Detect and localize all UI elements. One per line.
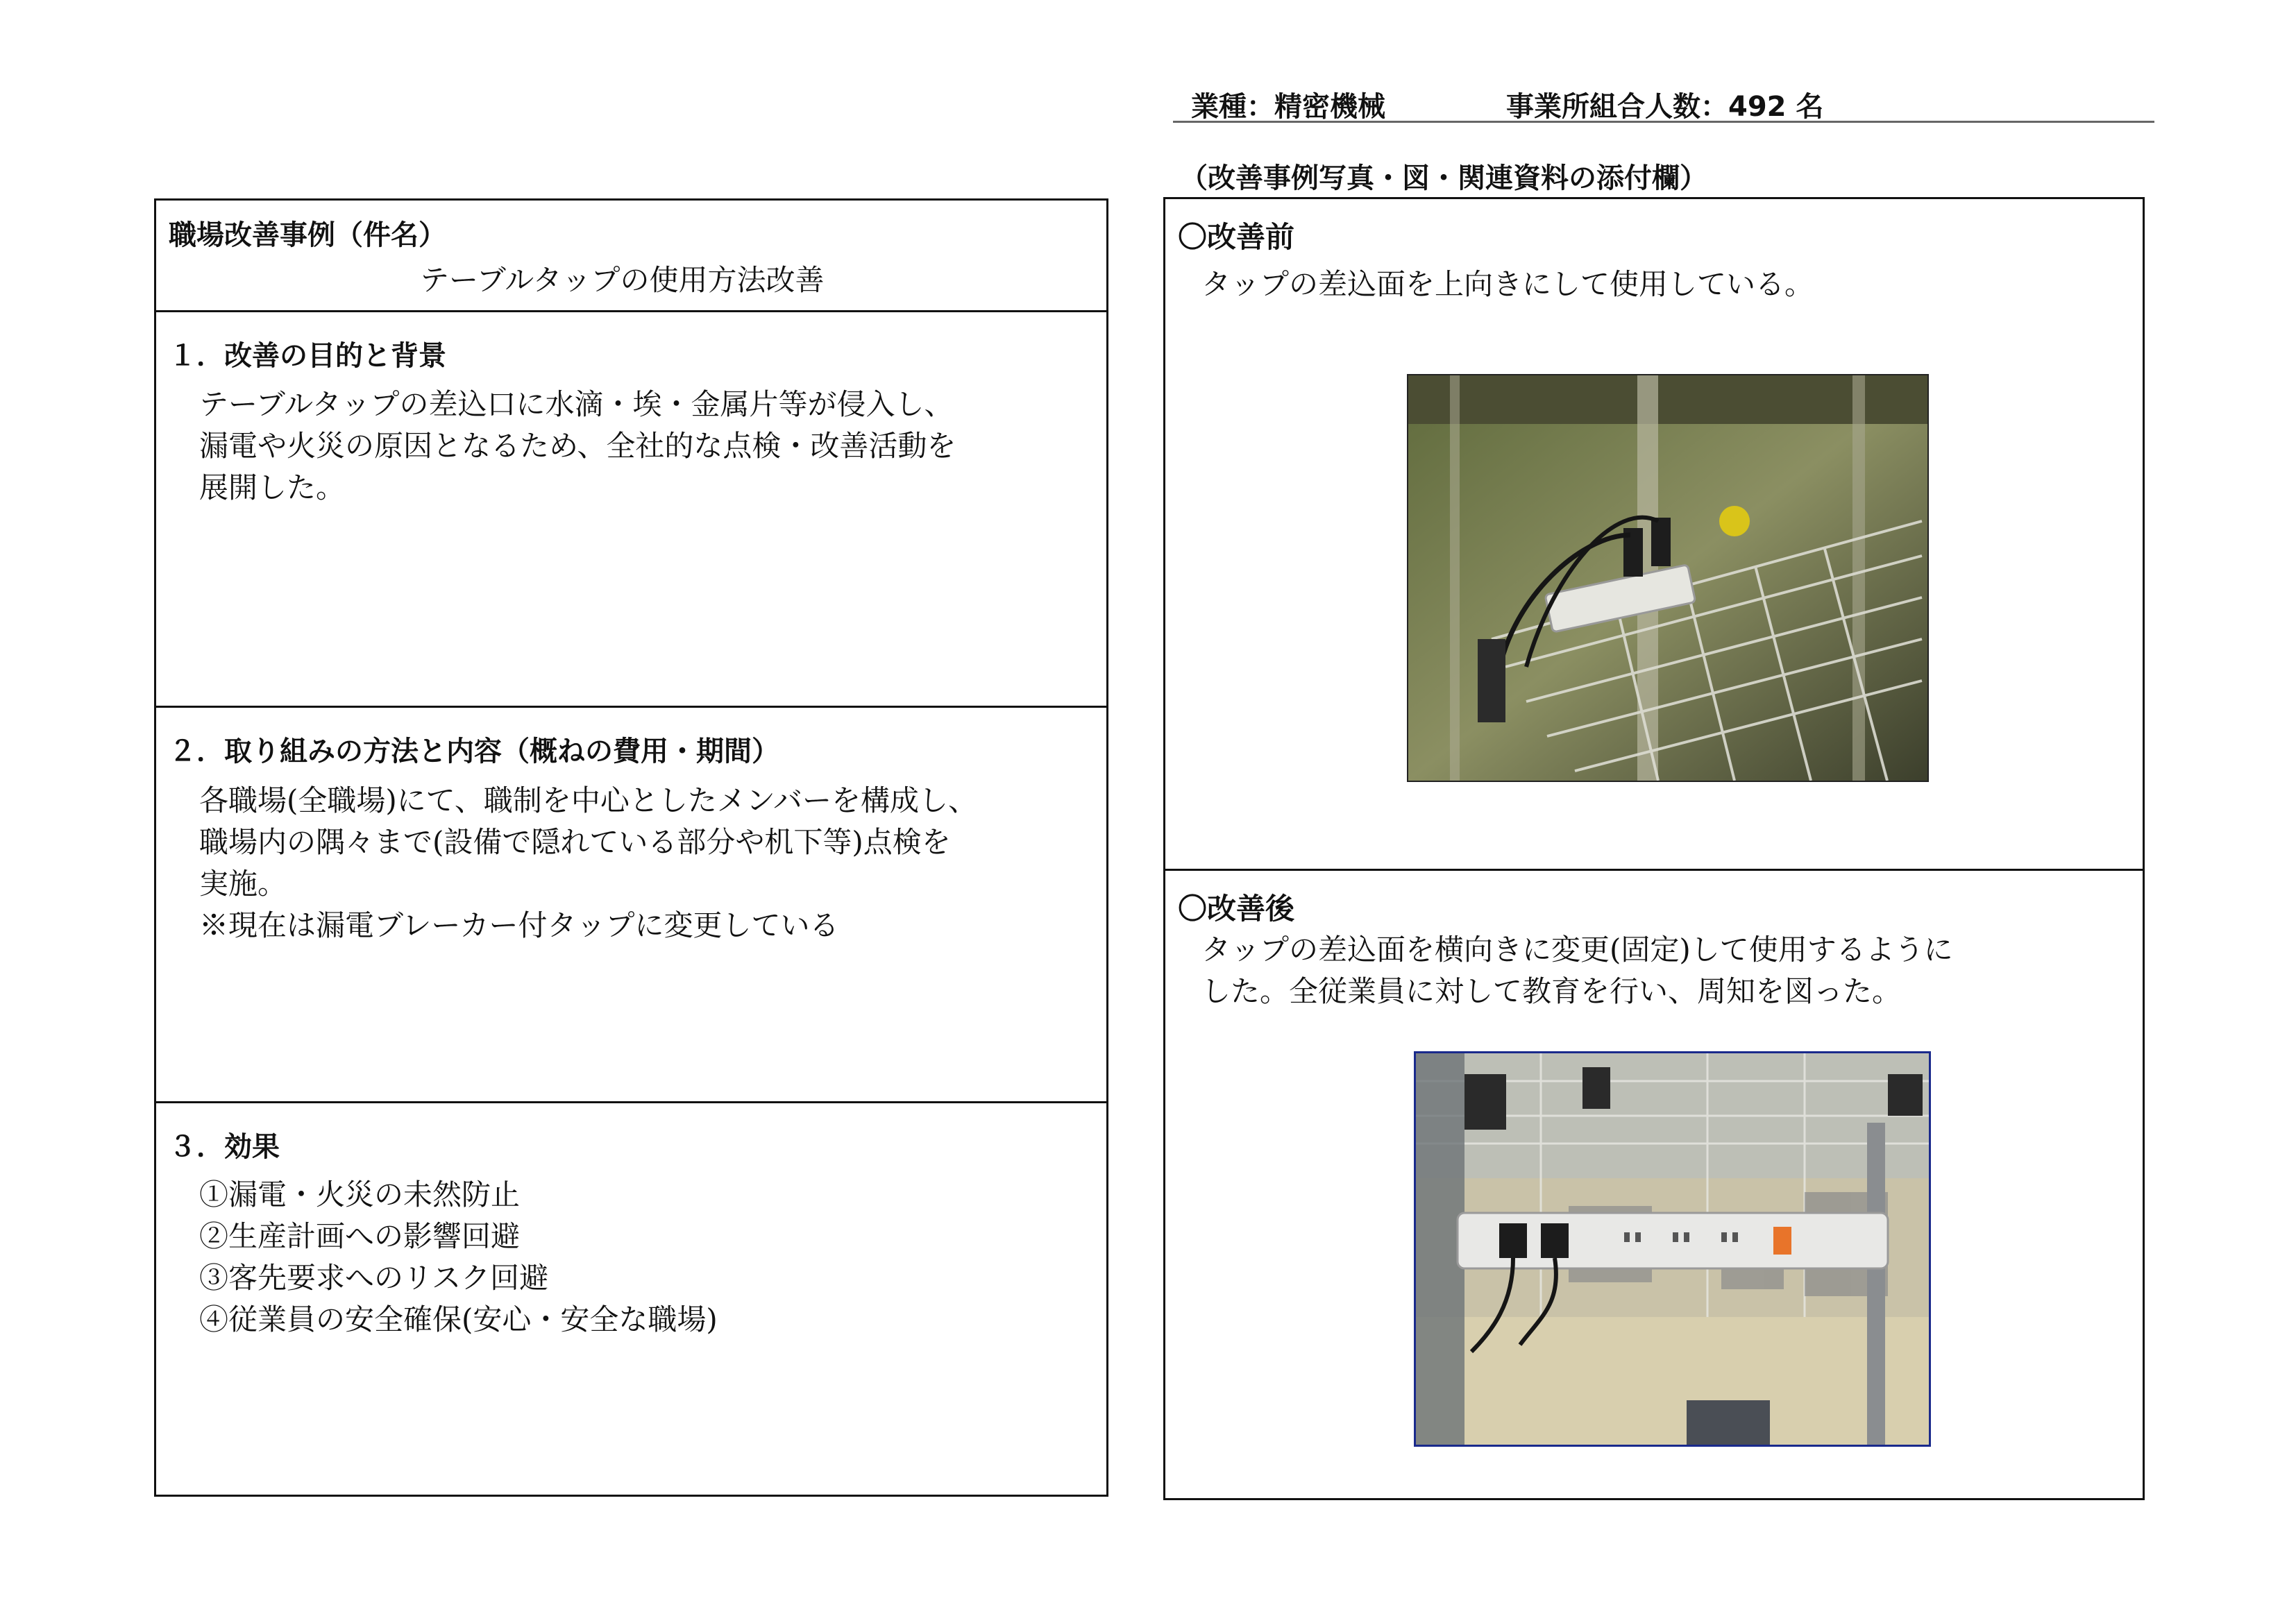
body-line: ※現在は漏電ブレーカー付タップに変更している (199, 908, 839, 942)
before-photo (1407, 374, 1929, 782)
body-line: 漏電や火災の原因となるため、全社的な点検・改善活動を (199, 429, 956, 463)
after-photo-graphic (1416, 1053, 1929, 1445)
body-line: 展開した。 (199, 470, 346, 504)
divider (156, 706, 1106, 708)
section-method-body (199, 780, 977, 946)
body-line: ①漏電・火災の未然防止 (199, 1178, 521, 1212)
after-text-line: した。全従業員に対して教育を行い、周知を図った。 (1201, 974, 1902, 1008)
body-line: ②生産計画への影響回避 (199, 1219, 521, 1253)
attachment-panel (1163, 197, 2145, 1500)
after-text-line: タップの差込面を横向きに変更(固定)して使用するように (1201, 933, 1953, 967)
case-title: テーブルタップの使用方法改善 (420, 263, 825, 297)
after-photo (1414, 1051, 1931, 1447)
before-text: タップの差込面を上向きにして使用している。 (1201, 267, 1814, 301)
attachment-caption: （改善事例写真・図・関連資料の添付欄） (1180, 162, 1707, 194)
case-form (154, 198, 1108, 1497)
body-line: 各職場(全職場)にて、職制を中心としたメンバーを構成し、 (199, 783, 977, 817)
before-photo-graphic (1408, 375, 1927, 781)
after-text (1201, 929, 1953, 1012)
industry-label: 業種：精密機械 (1191, 91, 1385, 123)
member-count-label: 事業所組合人数：492 名 (1506, 91, 1824, 123)
section-effect-title: ３．効果 (169, 1131, 280, 1163)
section-purpose-body (199, 384, 956, 509)
section-effect-body (199, 1174, 718, 1341)
body-line: 実施。 (199, 867, 287, 901)
section-purpose-title: １．改善の目的と背景 (169, 340, 446, 372)
divider (156, 310, 1106, 312)
before-title: 〇改善前 (1178, 220, 1295, 254)
header-divider (1173, 121, 2154, 123)
divider (1165, 869, 2143, 871)
after-title: 〇改善後 (1178, 892, 1295, 926)
body-line: ③客先要求へのリスク回避 (199, 1261, 549, 1295)
section-method-title: ２．取り組みの方法と内容（概ねの費用・期間） (169, 736, 779, 767)
body-line: ④従業員の安全確保(安心・安全な職場) (199, 1302, 718, 1336)
divider (156, 1101, 1106, 1103)
body-line: 職場内の隅々まで(設備で隠れている部分や机下等)点検を (199, 825, 951, 859)
body-line: テーブルタップの差込口に水滴・埃・金属片等が侵入し、 (199, 387, 954, 421)
case-label: 職場改善事例（件名） (169, 219, 446, 251)
